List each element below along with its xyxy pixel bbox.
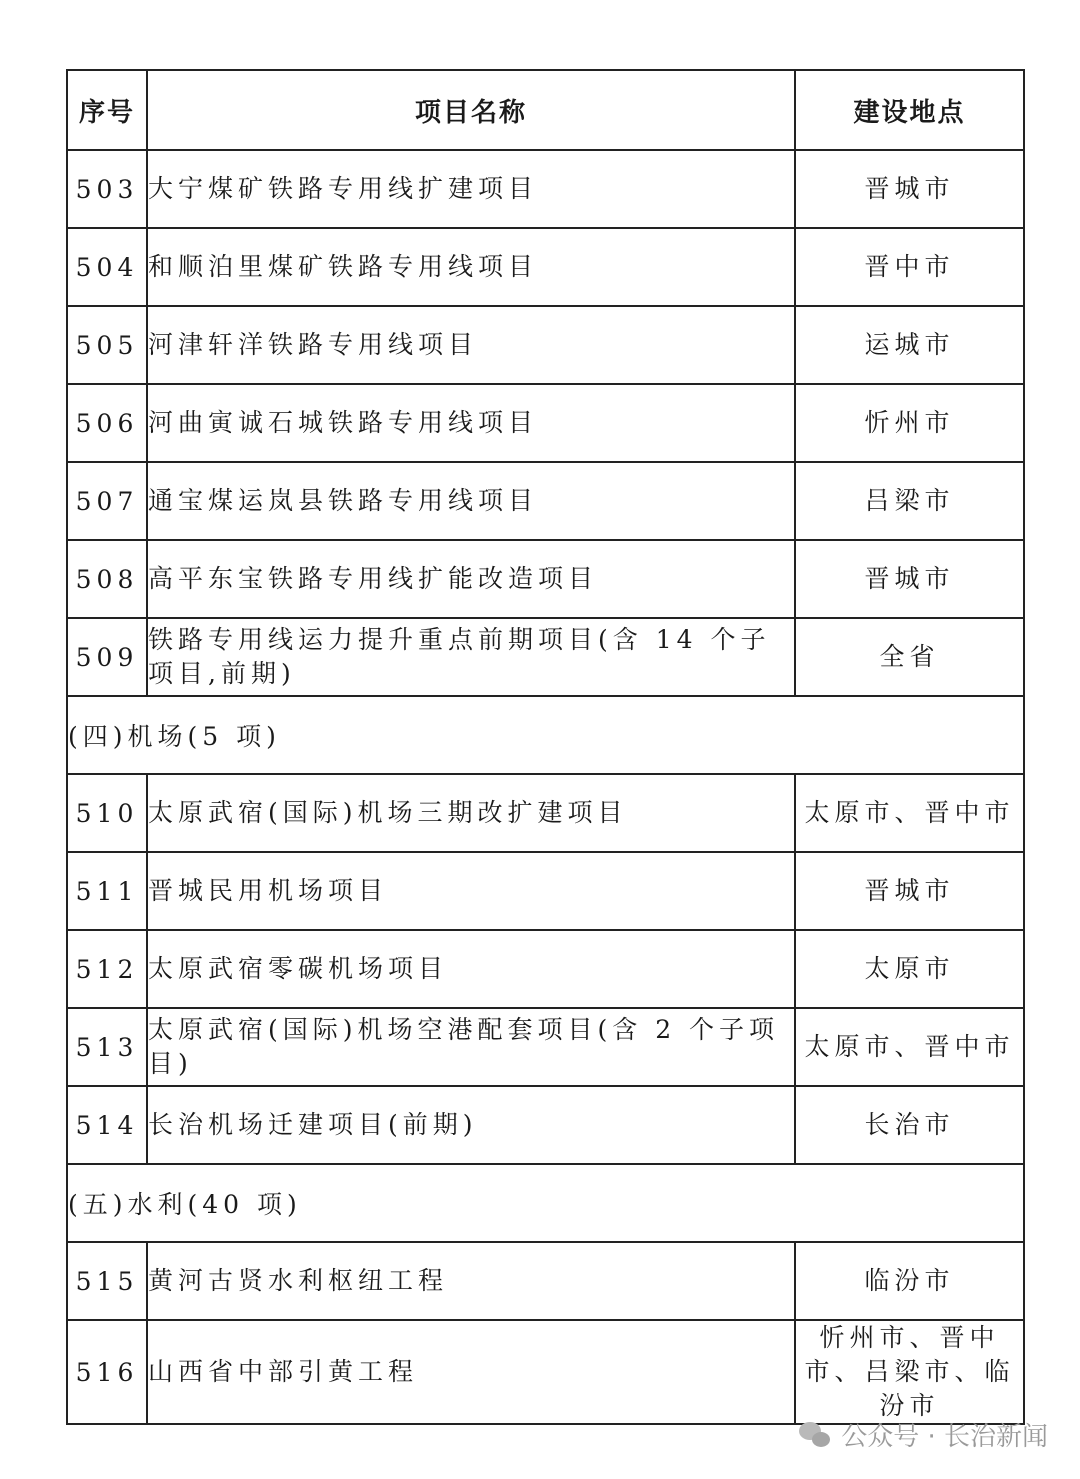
project-table [66,69,1025,1425]
cell-name: 太原武宿(国际)机场空港配套项目(含 2 个子项目) [147,1008,795,1086]
cell-location: 吕梁市 [795,462,1024,540]
section-title: (五)水利(40 项) [67,1164,1024,1242]
cell-location: 全省 [795,618,1024,696]
table-row [67,618,1024,696]
cell-location: 太原市、晋中市 [795,1008,1024,1086]
cell-name: 晋城民用机场项目 [147,852,795,930]
cell-no: 510 [67,774,147,852]
cell-location: 晋城市 [795,852,1024,930]
table-row [67,930,1024,1008]
table-row [67,150,1024,228]
section-title: (四)机场(5 项) [67,696,1024,774]
cell-location: 忻州市、晋中市、吕梁市、临汾市 [795,1320,1024,1424]
cell-name: 高平东宝铁路专用线扩能改造项目 [147,540,795,618]
cell-location: 晋城市 [795,150,1024,228]
cell-location: 晋中市 [795,228,1024,306]
table-row [67,540,1024,618]
cell-name: 黄河古贤水利枢纽工程 [147,1242,795,1320]
table-row [67,1008,1024,1086]
cell-location: 临汾市 [795,1242,1024,1320]
cell-no: 512 [67,930,147,1008]
header-no: 序号 [67,70,147,150]
cell-no: 513 [67,1008,147,1086]
cell-no: 507 [67,462,147,540]
cell-no: 515 [67,1242,147,1320]
cell-name: 太原武宿(国际)机场三期改扩建项目 [147,774,795,852]
cell-name: 长治机场迁建项目(前期) [147,1086,795,1164]
table-row [67,1320,1024,1424]
table-row [67,306,1024,384]
table-row [67,462,1024,540]
table-row [67,774,1024,852]
cell-no: 516 [67,1320,147,1424]
header-name: 项目名称 [147,70,795,150]
cell-location: 太原市 [795,930,1024,1008]
table-row [67,228,1024,306]
table-row [67,1242,1024,1320]
table-row [67,852,1024,930]
section-row [67,696,1024,774]
cell-name: 和顺泊里煤矿铁路专用线项目 [147,228,795,306]
cell-no: 506 [67,384,147,462]
cell-no: 509 [67,618,147,696]
cell-no: 505 [67,306,147,384]
cell-name: 河曲寅诚石城铁路专用线项目 [147,384,795,462]
cell-no: 511 [67,852,147,930]
cell-location: 运城市 [795,306,1024,384]
section-row [67,1164,1024,1242]
header-location: 建设地点 [795,70,1024,150]
cell-name: 河津轩洋铁路专用线项目 [147,306,795,384]
table-row [67,384,1024,462]
cell-location: 太原市、晋中市 [795,774,1024,852]
table-header-row [67,70,1024,150]
watermark-text: 公众号 · 长治新闻 [841,1422,1048,1452]
cell-name: 山西省中部引黄工程 [147,1320,795,1424]
cell-no: 514 [67,1086,147,1164]
watermark [799,1416,1048,1453]
cell-no: 504 [67,228,147,306]
cell-name: 太原武宿零碳机场项目 [147,930,795,1008]
cell-name: 通宝煤运岚县铁路专用线项目 [147,462,795,540]
cell-name: 铁路专用线运力提升重点前期项目(含 14 个子项目,前期) [147,618,795,696]
cell-no: 508 [67,540,147,618]
wechat-icon [799,1420,833,1450]
cell-no: 503 [67,150,147,228]
cell-location: 晋城市 [795,540,1024,618]
cell-name: 大宁煤矿铁路专用线扩建项目 [147,150,795,228]
cell-location: 长治市 [795,1086,1024,1164]
table-row [67,1086,1024,1164]
cell-location: 忻州市 [795,384,1024,462]
